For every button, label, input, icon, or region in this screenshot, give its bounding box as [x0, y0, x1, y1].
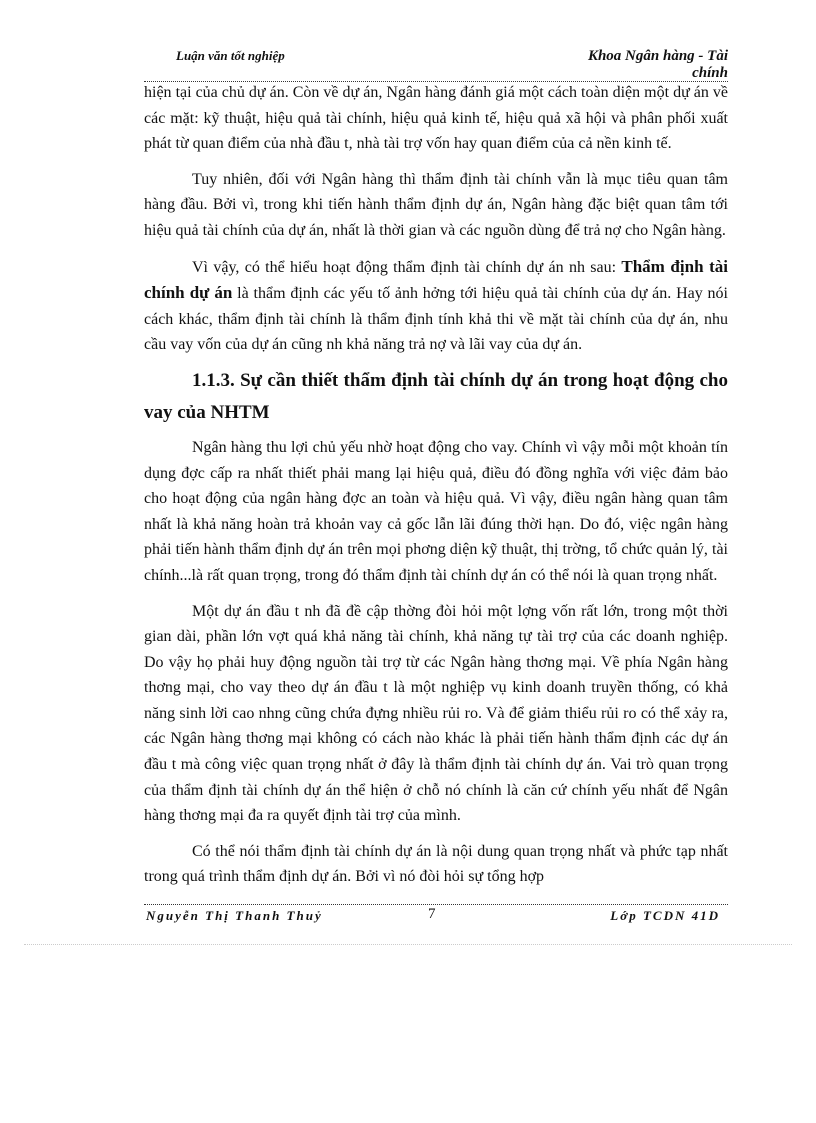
header-faculty-label — [588, 48, 728, 82]
paragraph-3-lead: Vì vậy, có thể hiểu hoạt động thẩm định tài chính dự án nh sau: — [192, 258, 622, 276]
paragraph-3 — [144, 254, 728, 358]
definition-term: Thẩm định tài chính dự án — [144, 256, 728, 303]
paragraph-2: Tuy nhiên, đối với Ngân hàng thì thẩm định tài chính vẫn là mục tiêu quan tâm hàng đầu. Bởi vì, trong khi tiến hành thẩm định dự án, Ngân hàng đặc biệt quan tâm tới hiệu quả tài chính của dự án, nhất là thời gian và các nguồn dùng để trả nợ cho Ngân hàng. — [144, 170, 728, 239]
footer-author: Nguyễn Thị Thanh Thuỷ — [146, 908, 323, 923]
paragraph-3-rest: là thẩm định các yếu tố ảnh hởng tới hiệu quả tài chính của dự án. Hay nói cách khác, thẩm định tài chính là thẩm định tính khả thi về mặt tài chính của dự án, nhu cầu vay vốn của dự án cũng nh khả năng trả nợ và lãi vay của dự án. — [144, 285, 729, 354]
footer-divider — [144, 904, 728, 905]
page-bottom-edge — [24, 944, 792, 945]
paragraph-1: hiện tại của chủ dự án. Còn về dự án, Ngân hàng đánh giá một cách toàn diện một dự án về các mặt: kỹ thuật, hiệu quả tài chính, hiệu quả kinh tế, hiệu quả xã hội và phân phối xuất phát từ quan điểm của nhà đầu t, nhà tài trợ vốn hay quan điểm của cả nền kinh tế. — [144, 84, 728, 153]
page-number: 7 — [428, 906, 436, 922]
document-body — [144, 80, 728, 900]
paragraph-5: Một dự án đầu t nh đã đề cập thờng đòi hỏi một lợng vốn rất lớn, trong một thời gian dài, phần lớn vợt quá khả năng tài chính, khả năng tự tài trợ của các doanh nghiệp. Do vậy họ phải huy động nguồn tài trợ từ các Ngân hàng thơng mại. Về phía Ngân hàng thơng mại, cho vay theo dự án đầu t là một nghiệp vụ kinh doanh truyền thống, có khả năng sinh lời cao nhng cũng chứa đựng nhiều rủi ro. Và để giảm thiểu rủi ro có thể xảy ra, các Ngân hàng thơng mại không có cách nào khác là phải tiến hành thẩm định các dự án đầu t mà công việc quan trọng nhất ở đây là thẩm định tài chính dự án. Vai trò quan trọng của thẩm định tài chính dự án thể hiện ở chỗ nó chính là căn cứ chính yếu nhất để Ngân hàng thơng mại đa ra quyết định tài trợ của mình. — [144, 602, 728, 825]
header-faculty-line2: chính — [692, 65, 728, 81]
header-thesis-label: Luận văn tốt nghiệp — [176, 48, 285, 63]
paragraph-4: Ngân hàng thu lợi chủ yếu nhờ hoạt động cho vay. Chính vì vậy mỗi một khoản tín dụng đợc cấp ra nhất thiết phải mang lại hiệu quả, điều đó đồng nghĩa với việc đảm bảo cho hoạt động của ngân hàng đợc an toàn và hiệu quả. Vì vậy, điều ngân hàng quan tâm nhất là khả năng hoàn trả khoản vay cả gốc lẫn lãi đúng thời hạn. Do đó, việc ngân hàng phải tiến hành thẩm định dự án trên mọi phơng diện kỹ thuật, thị trờng, tổ chức quản lý, tài chính...là rất quan trọng, trong đó thẩm định tài chính dự án có thể nói là quan trọng nhất. — [144, 438, 728, 584]
footer-class: Lớp TCDN 41D — [610, 908, 720, 923]
paragraph-6: Có thể nói thẩm định tài chính dự án là nội dung quan trọng nhất và phức tạp nhất trong quá trình thẩm định dự án. Bởi vì nó đòi hỏi sự tổng hợp — [144, 842, 728, 886]
section-heading: 1.1.3. Sự cần thiết thẩm định tài chính dự án trong hoạt động cho vay của NHTM — [144, 369, 728, 423]
header-faculty-line1: Khoa Ngân hàng - Tài — [587, 48, 728, 64]
